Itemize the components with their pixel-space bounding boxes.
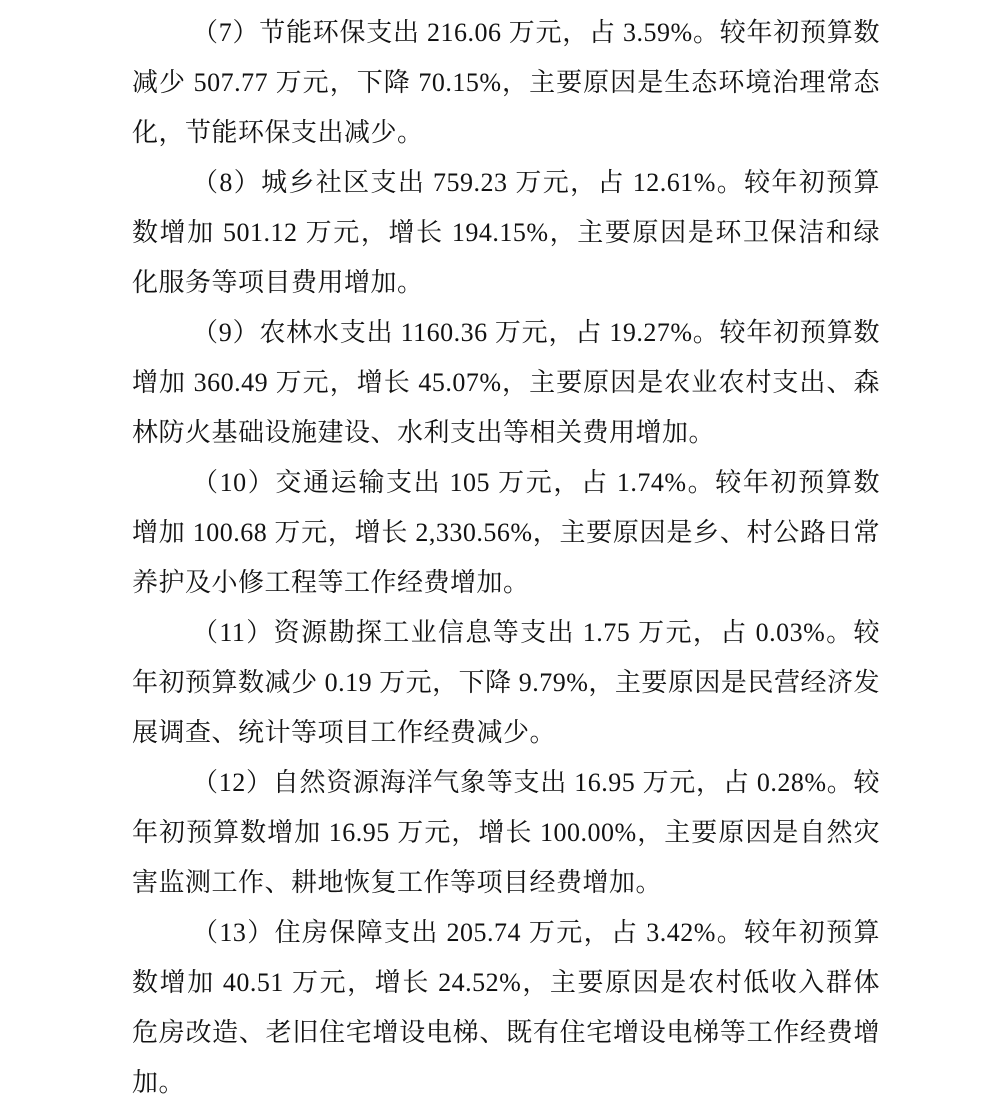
paragraph-item-11-resource-exploration: （11）资源勘探工业信息等支出 1.75 万元，占 0.03%。较年初预算数减少 0.19 万元，下降 9.79%，主要原因是民营经济发展调查、统计等项目工作经费减少。: [132, 618, 880, 747]
paragraph-item-7-energy-conservation: （7）节能环保支出 216.06 万元，占 3.59%。较年初预算数减少 507.77 万元，下降 70.15%，主要原因是生态环境治理常态化，节能环保支出减少。: [132, 18, 880, 147]
paragraph-item-12-natural-resources-meteorology: （12）自然资源海洋气象等支出 16.95 万元，占 0.28%。较年初预算数增加 16.95 万元，增长 100.00%，主要原因是自然灾害监测工作、耕地恢复工作等项目经费增加。: [132, 768, 880, 897]
paragraph-item-9-agriculture-forestry-water: （9）农林水支出 1160.36 万元，占 19.27%。较年初预算数增加 360.49 万元，增长 45.07%，主要原因是农业农村支出、森林防火基础设施建设、水利支出等相关费用增加。: [132, 318, 880, 447]
paragraph-item-8-urban-rural-community: （8）城乡社区支出 759.23 万元，占 12.61%。较年初预算数增加 501.12 万元，增长 194.15%，主要原因是环卫保洁和绿化服务等项目费用增加。: [132, 168, 880, 297]
paragraph-item-13-housing-security: （13）住房保障支出 205.74 万元，占 3.42%。较年初预算数增加 40.51 万元，增长 24.52%，主要原因是农村低收入群体危房改造、老旧住宅增设电梯、既有住宅增设电梯等工作经费增加。: [132, 918, 880, 1097]
paragraph-item-10-transportation: （10）交通运输支出 105 万元，占 1.74%。较年初预算数增加 100.68 万元，增长 2,330.56%，主要原因是乡、村公路日常养护及小修工程等工作经费增加。: [132, 468, 880, 597]
